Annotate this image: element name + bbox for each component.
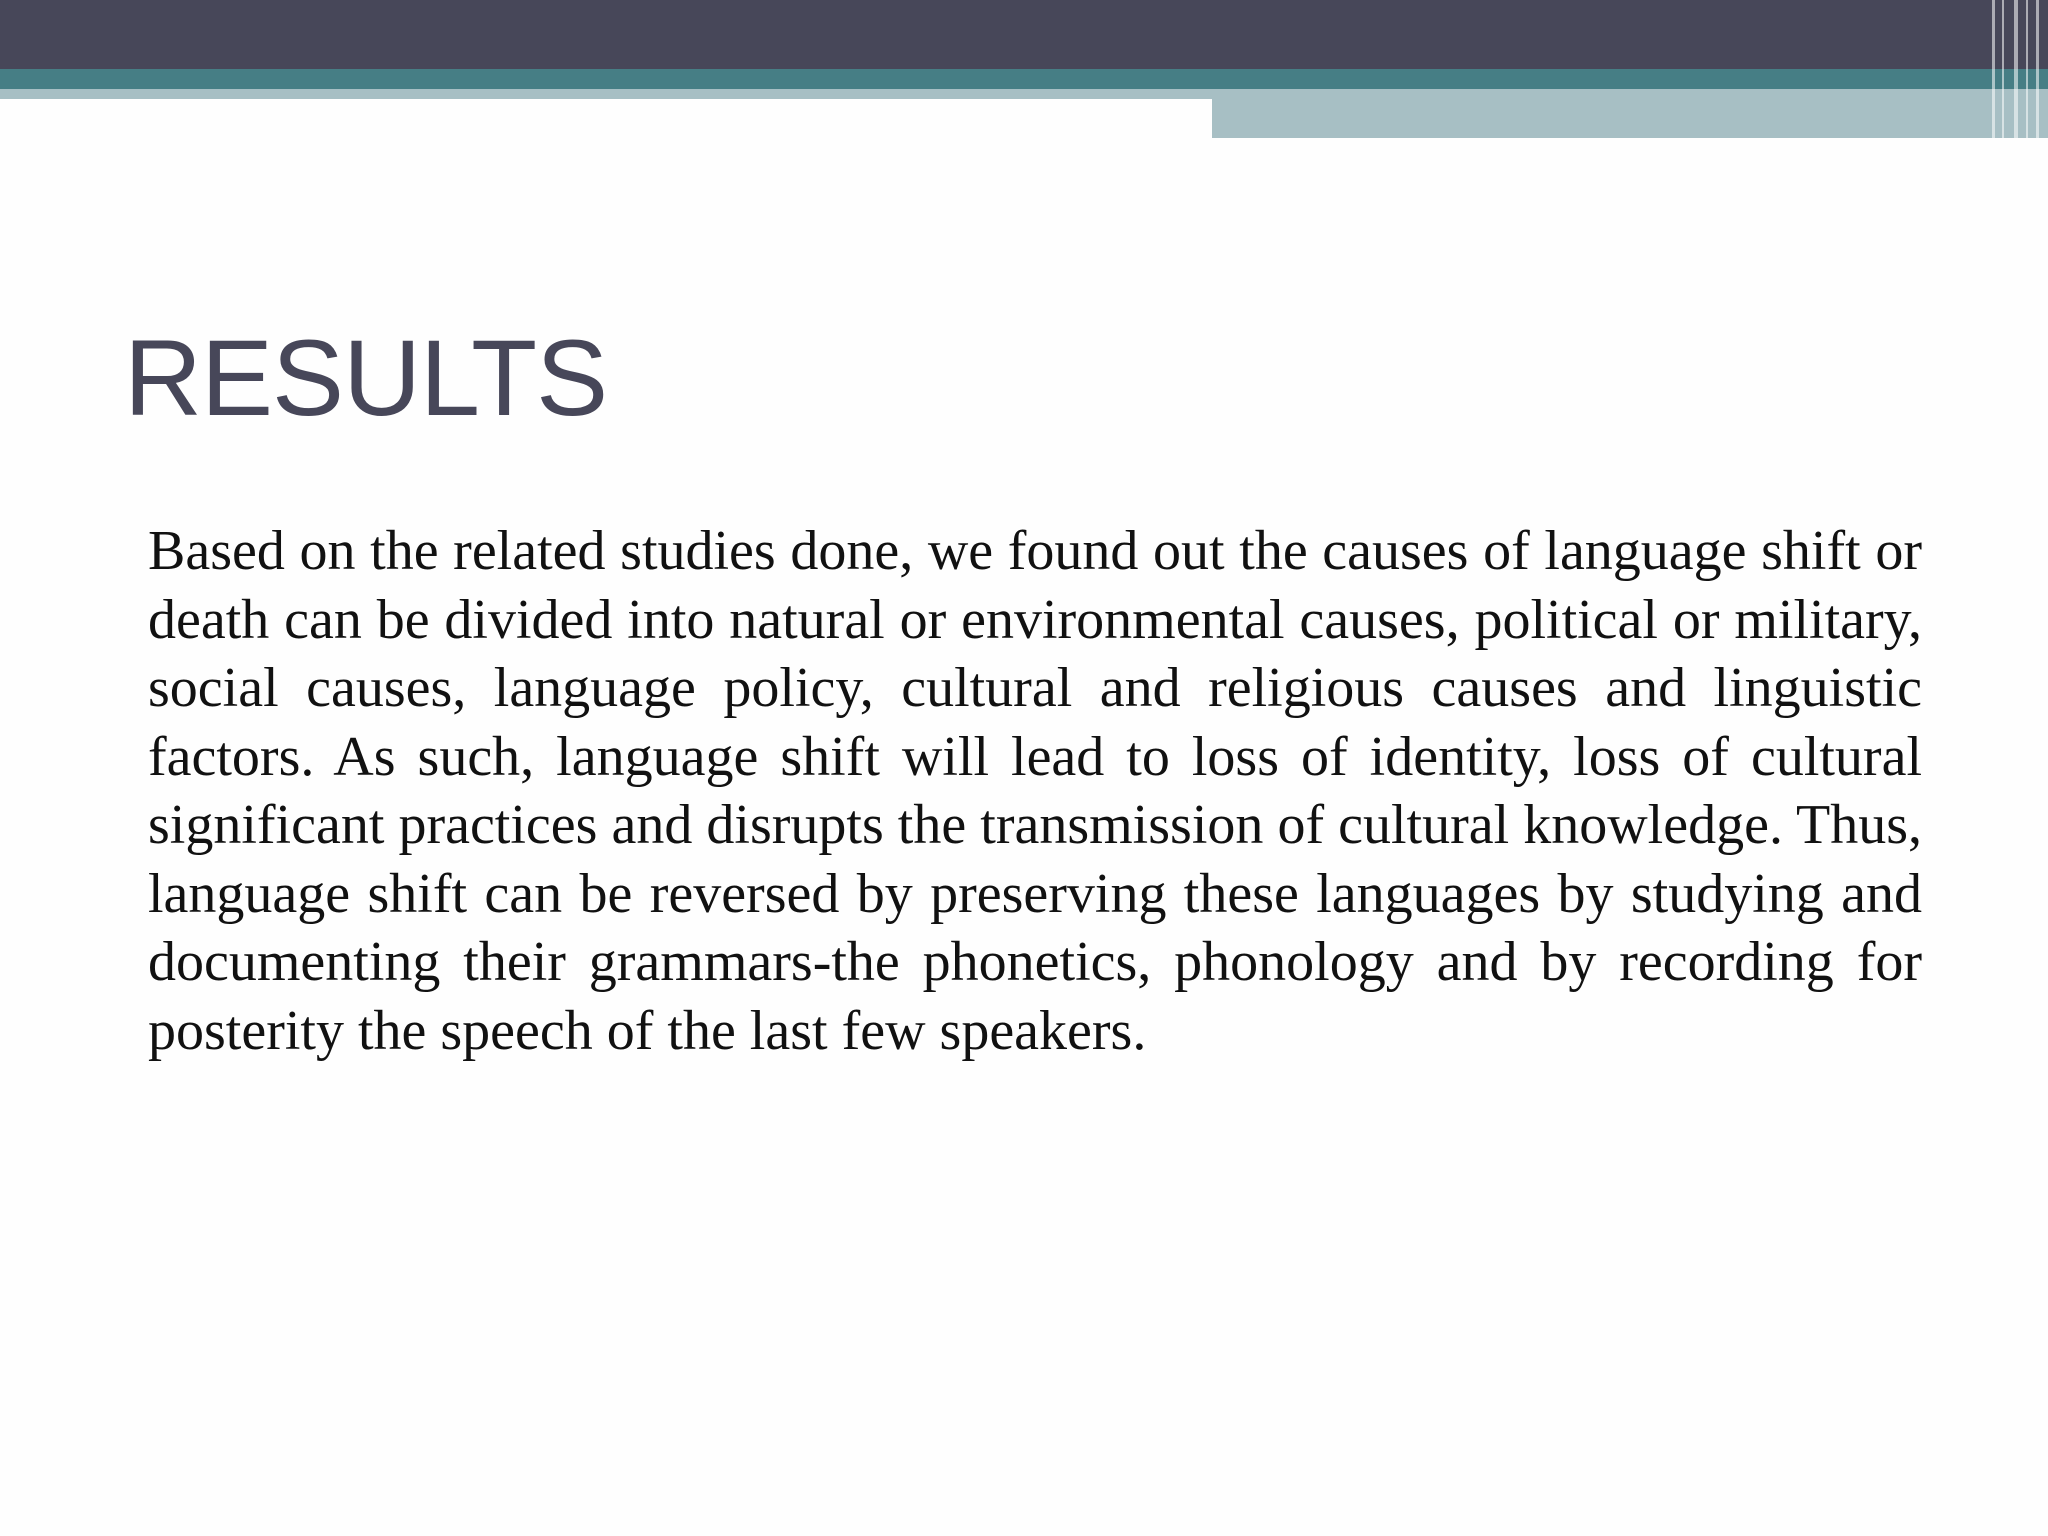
header-band-light-right: [1212, 89, 2048, 138]
slide-body-text: Based on the related studies done, we found out the causes of language shift or death can be divided into natural or environmental causes, political or military, social causes, language policy, cultural and religious causes and linguistic factors. As such, language shift will lead to loss of identity, loss of cultural significant practices and disrupts the transmission of cultural knowledge. Thus, language shift can be reversed by preserving these languages by studying and documenting their grammars-the phonetics, phonology and by recording for posterity the speech of the last few speakers.: [148, 520, 1922, 1062]
header-pinstripes: [1984, 0, 2048, 138]
header-band-dark: [0, 0, 2048, 69]
slide-title: RESULTS: [124, 317, 608, 438]
header-band-teal: [0, 69, 2048, 89]
header-band-light-left: [0, 89, 1212, 99]
